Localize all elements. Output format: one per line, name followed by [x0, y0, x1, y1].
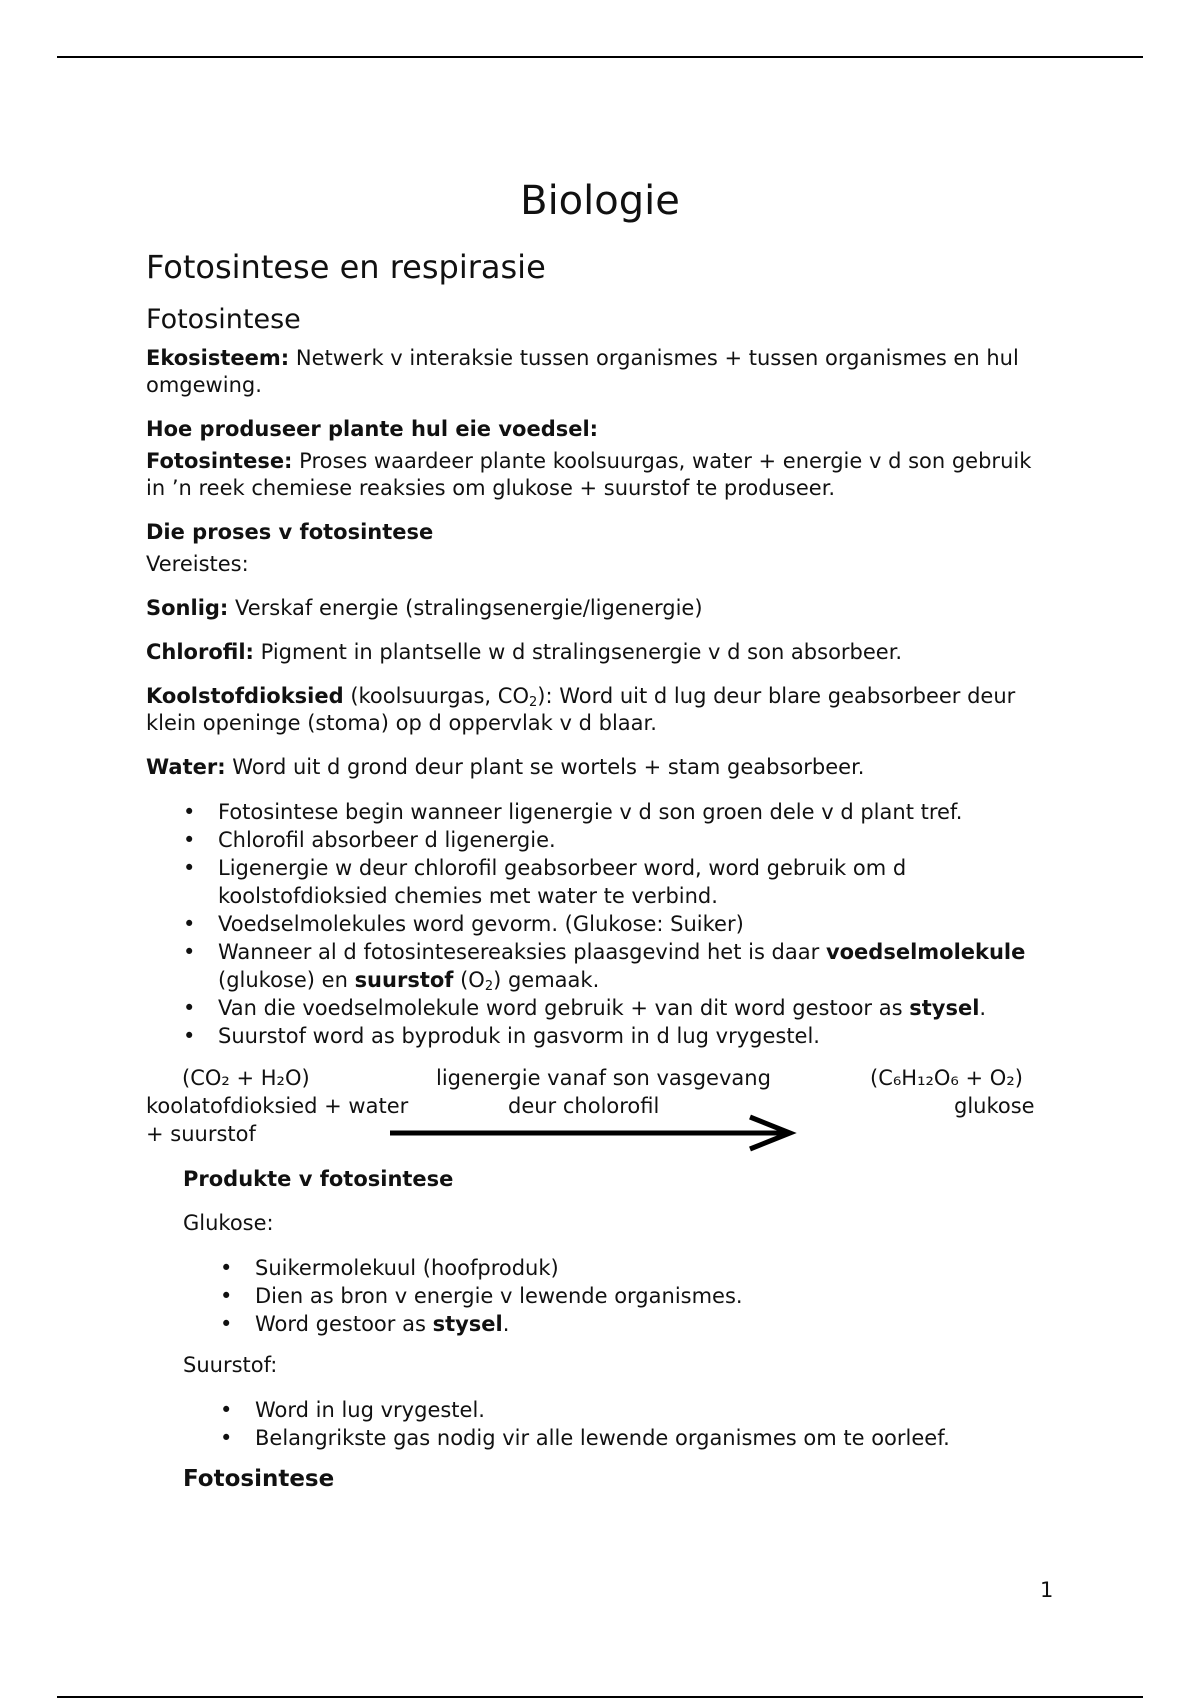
list-item: • Voedselmolekules word gevorm. (Glukose: Suiker)	[218, 910, 1046, 938]
list-item: • Suikermolekuul (hoofproduk)	[255, 1254, 1046, 1282]
equation-mid-top: ligenergie vanaf son vasgevang	[436, 1066, 771, 1090]
koolstofdioksied-paren: (koolsuurgas, CO	[343, 684, 529, 708]
bullet6-text-a: Van die voedselmolekule word gebruik + van dit word gestoor as	[218, 996, 910, 1020]
list-item: • Suurstof word as byproduk in gasvorm in d lug vrygestel.	[218, 1022, 1046, 1050]
final-heading-fotosintese: Fotosintese	[183, 1466, 335, 1492]
equation-left-label-2: + suurstof	[146, 1122, 256, 1146]
water-term: Water:	[146, 755, 226, 779]
photosynthesis-equation	[146, 1064, 1046, 1150]
document-page	[146, 178, 1046, 1510]
sonlig-paragraph	[146, 595, 1046, 622]
koolstofdioksied-paragraph	[146, 683, 1046, 737]
right-arrow-icon	[388, 1114, 798, 1154]
bullet6-bold-stysel: stysel	[909, 996, 980, 1020]
glukose-item-period: .	[502, 1312, 510, 1336]
water-definition: Word uit d grond deur plant se wortels + stam geabsorbeer.	[225, 755, 865, 779]
bullet5-text-a: Wanneer al d fotosintesereaksies plaasgevind het is daar	[218, 940, 826, 964]
document-title: Biologie	[520, 178, 680, 224]
bullet5-text-c: (glukose) en	[218, 968, 355, 992]
glukose-label: Glukose:	[183, 1211, 274, 1235]
list-item	[218, 994, 1046, 1022]
sonlig-definition: Verskaf energie (stralingsenergie/ligenergie)	[228, 596, 703, 620]
ekosisteem-paragraph	[146, 345, 1046, 399]
sonlig-term: Sonlig:	[146, 596, 229, 620]
top-rule	[57, 56, 1143, 58]
list-item: • Belangrikste gas nodig vir alle lewende organismes om te oorleef.	[255, 1424, 1046, 1452]
proses-heading: Die proses v fotosintese	[146, 520, 434, 544]
ekosisteem-term: Ekosisteem:	[146, 346, 290, 370]
glukose-item-bold-stysel: stysel	[432, 1312, 503, 1336]
bullet5-bold-voedselmolekule: voedselmolekule	[825, 940, 1026, 964]
list-item	[255, 1310, 1046, 1338]
list-item: • Ligenergie w deur chlorofil geabsorbeer word, word gebruik om d koolstofdioksied chemies met water te verbind.	[218, 854, 1046, 910]
bullet6-text-c: .	[979, 996, 987, 1020]
suurstof-label: Suurstof:	[183, 1353, 278, 1377]
equation-mid-bottom: deur cholorofil	[508, 1094, 660, 1118]
list-item: • Fotosintese begin wanneer ligenergie v d son groen dele v d plant tref.	[218, 798, 1046, 826]
fotosintese-definition: Proses waardeer plante koolsuurgas, water + energie v d son gebruik in ’n reek chemiese reaksies om glukose + suurstof te produseer.	[146, 449, 1032, 500]
list-item: • Word in lug vrygestel.	[255, 1396, 1046, 1424]
equation-right-label: glukose	[954, 1094, 1035, 1118]
vereistes-label: Vereistes:	[146, 552, 249, 576]
list-item	[218, 938, 1046, 994]
produkte-heading: Produkte v fotosintese	[183, 1167, 454, 1191]
fotosintese-term: Fotosintese:	[146, 449, 293, 473]
ekosisteem-definition: Netwerk v interaksie tussen organismes + tussen organismes en hul omgewing.	[146, 346, 1019, 397]
equation-right-formula: (C₆H₁₂O₆ + O₂)	[870, 1066, 1023, 1090]
chlorofil-paragraph	[146, 639, 1046, 666]
list-item: • Chlorofil absorbeer d ligenergie.	[218, 826, 1046, 854]
page-number: 1	[1040, 1578, 1054, 1602]
glukose-item-text: Word gestoor as	[255, 1312, 433, 1336]
list-item: • Dien as bron v energie v lewende organismes.	[255, 1282, 1046, 1310]
heading-fotosintese-en-respirasie: Fotosintese en respirasie	[146, 248, 546, 286]
equation-left-formula: (CO₂ + H₂O)	[182, 1066, 310, 1090]
glukose-list	[183, 1254, 1046, 1338]
suurstof-list	[183, 1396, 1046, 1452]
water-paragraph	[146, 754, 1046, 781]
koolstofdioksied-definition: ): Word uit d lug deur blare geabsorbeer deur klein openinge (stoma) op d oppervlak v d blaar.	[146, 684, 1016, 735]
fotosintese-paragraph	[146, 448, 1046, 502]
proses-bullet-list	[146, 798, 1046, 1050]
bullet5-text-d: (O	[453, 968, 485, 992]
chlorofil-term: Chlorofil:	[146, 640, 254, 664]
bullet5-text-e: ) gemaak.	[493, 968, 600, 992]
bottom-rule	[57, 1696, 1143, 1698]
hoe-heading: Hoe produseer plante hul eie voedsel:	[146, 417, 599, 441]
o2-subscript: 2	[484, 979, 494, 994]
bullet5-bold-suurstof: suurstof	[354, 968, 454, 992]
produkte-section	[183, 1166, 1046, 1493]
co2-subscript: 2	[528, 695, 538, 710]
koolstofdioksied-term: Koolstofdioksied	[146, 684, 344, 708]
equation-left-label: koolatofdioksied + water	[146, 1094, 409, 1118]
chlorofil-definition: Pigment in plantselle w d stralingsenergie v d son absorbeer.	[253, 640, 903, 664]
heading-fotosintese: Fotosintese	[146, 304, 301, 335]
